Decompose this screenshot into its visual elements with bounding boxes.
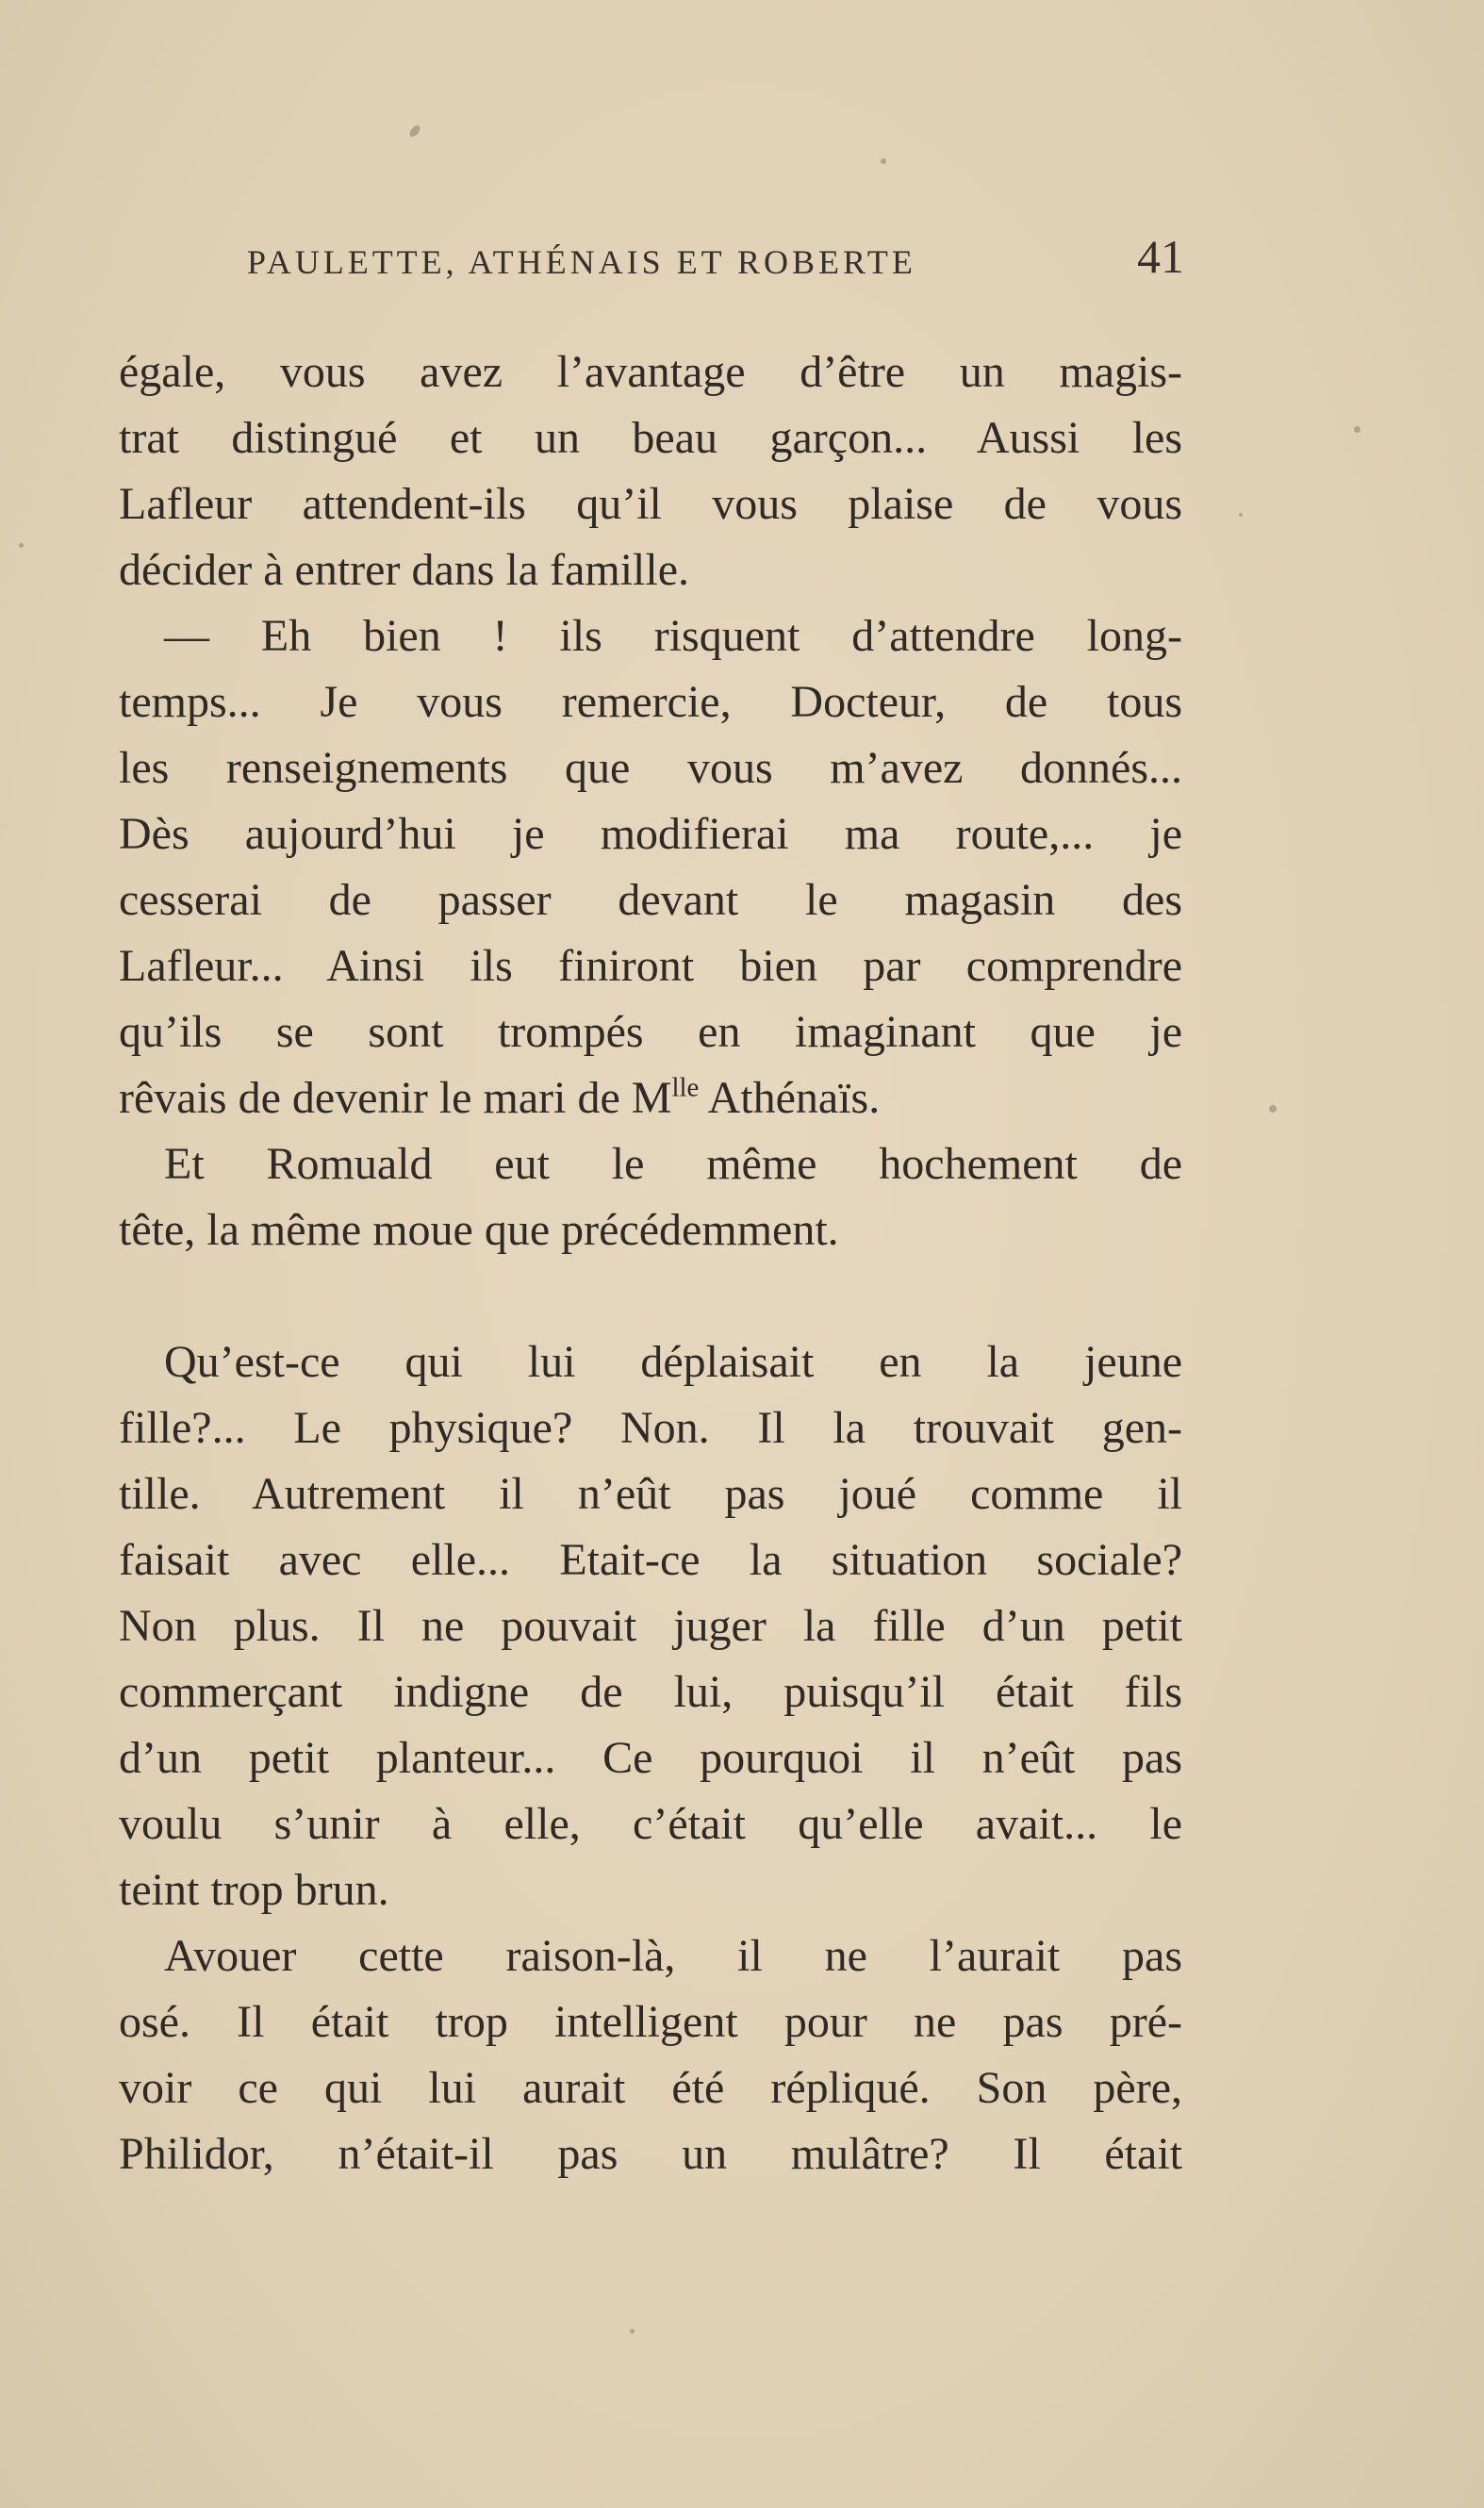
text-line: tille. Autrement il n’eût pas joué comme il (119, 1469, 1182, 1519)
paper-speck (1269, 1105, 1277, 1113)
text-line: Lafleur attendent-ils qu’il vous plaise de vous (119, 479, 1182, 529)
paper-speck (407, 124, 421, 139)
text-line: Lafleur... Ainsi ils finiront bien par comprendre (119, 941, 1182, 991)
paper-speck (19, 543, 24, 548)
text-line: tête, la même moue que précédemment. (119, 1205, 839, 1255)
paper-speck (1239, 513, 1243, 517)
text-line: d’un petit planteur... Ce pourquoi il n’eût pas (119, 1733, 1182, 1783)
text-line: Avouer cette raison-là, il ne l’aurait pas (164, 1931, 1182, 1981)
paper-speck (630, 2329, 635, 2334)
text-line: Dès aujourd’hui je modifierai ma route,... je (119, 809, 1182, 859)
text-line: osé. Il était trop intelligent pour ne pas pré- (119, 1997, 1182, 2047)
text-line: Qu’est-ce qui lui déplaisait en la jeune (164, 1337, 1182, 1387)
text-line: temps... Je vous remercie, Docteur, de tous (119, 677, 1182, 727)
running-title: PAULETTE, ATHÉNAIS ET ROBERTE (247, 243, 916, 281)
body-text (119, 339, 1182, 2187)
text-line: cesserai de passer devant le magasin des (119, 875, 1182, 925)
text-line: Philidor, n’était-il pas un mulâtre? Il était (119, 2129, 1182, 2179)
page-header (247, 230, 1184, 290)
text-line: commerçant indigne de lui, puisqu’il était fils (119, 1667, 1182, 1717)
text-line: voir ce qui lui aurait été répliqué. Son père, (119, 2063, 1182, 2113)
text-line: décider à entrer dans la famille. (119, 545, 690, 595)
text-line: Non plus. Il ne pouvait juger la fille d’un petit (119, 1601, 1182, 1651)
paragraph-gap (119, 1263, 1182, 1329)
paper-speck (881, 158, 886, 164)
text-line: trat distingué et un beau garçon... Aussi les (119, 413, 1182, 463)
text-line: Et Romuald eut le même hochement de (164, 1139, 1182, 1189)
page-number: 41 (1137, 230, 1184, 283)
superscript: lle (671, 1072, 700, 1103)
text-line: faisait avec elle... Etait-ce la situation sociale? (119, 1535, 1182, 1585)
text-fragment: Athénaïs. (699, 1073, 881, 1123)
text-line: teint trop brun. (119, 1865, 389, 1915)
text-line: égale, vous avez l’avantage d’être un magis- (119, 347, 1182, 397)
paper-speck (1354, 426, 1360, 433)
text-line (119, 1065, 1182, 1131)
text-line: voulu s’unir à elle, c’était qu’elle avait... le (119, 1799, 1182, 1849)
text-line: les renseignements que vous m’avez donnés... (119, 743, 1182, 793)
text-line: qu’ils se sont trompés en imaginant que je (119, 1007, 1182, 1057)
text-line: — Eh bien ! ils risquent d’attendre long- (164, 611, 1182, 661)
text-line: fille?... Le physique? Non. Il la trouvait gen- (119, 1403, 1182, 1453)
text-fragment: rêvais de devenir le mari de M (119, 1073, 672, 1123)
